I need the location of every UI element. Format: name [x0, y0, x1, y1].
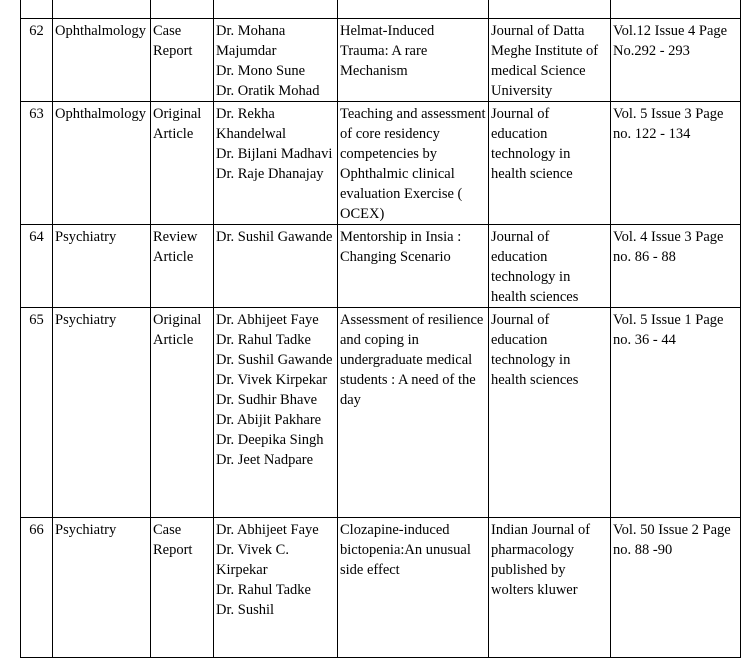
article-title-cell: Clozapine-induced bictopenia:An unusual side effect — [338, 518, 489, 658]
article-title-cell: Teaching and assessment of core residency competencies by Ophthalmic clinical evaluation Exercise ( OCEX) — [338, 102, 489, 225]
serial-number-cell: 65 — [21, 308, 53, 518]
serial-number-cell: 66 — [21, 518, 53, 658]
author-name: Dr. Sushil Gawande — [216, 229, 333, 245]
department-cell: Psychiatry — [53, 518, 151, 658]
journal-cell: Journal of Datta Meghe Institute of medical Science University — [489, 19, 611, 102]
author-name: Dr. Rahul Tadke — [216, 582, 311, 598]
serial-number-cell — [21, 0, 53, 19]
authors-cell — [214, 102, 338, 225]
department-cell: Psychiatry — [53, 225, 151, 308]
table-row — [21, 102, 741, 225]
publications-table — [20, 0, 741, 658]
table-row — [21, 308, 741, 518]
table-row — [21, 0, 741, 19]
authors-cell — [214, 225, 338, 308]
author-name: Dr. Oratik Mohad — [216, 83, 320, 99]
author-name: Dr. Rekha Khandelwal — [216, 106, 287, 142]
journal-cell: Indian Journal of pharmacology published by wolters kluwer — [489, 518, 611, 658]
department-cell — [53, 0, 151, 19]
article-title-cell: Assessment of resilience and coping in undergraduate medical students : A need of the day — [338, 308, 489, 518]
department-cell: Ophthalmology — [53, 19, 151, 102]
author-name: Dr. Sudhir Bhave — [216, 392, 318, 408]
article-type-cell: Case Report — [151, 518, 214, 658]
department-cell: Psychiatry — [53, 308, 151, 518]
authors-cell — [214, 19, 338, 102]
volume-pages-cell: Vol.12 Issue 4 Page No.292 - 293 — [611, 19, 741, 102]
authors-cell — [214, 518, 338, 658]
table-row — [21, 19, 741, 102]
serial-number-cell: 64 — [21, 225, 53, 308]
author-name: Dr. Bijlani Madhavi — [216, 146, 333, 162]
article-type-cell: Original Article — [151, 308, 214, 518]
table-row — [21, 225, 741, 308]
journal-cell: Journal of education technology in health sciences — [489, 308, 611, 518]
journal-cell: Journal of education technology in health sciences — [489, 225, 611, 308]
serial-number-cell: 63 — [21, 102, 53, 225]
author-name: Dr. Sushil Gawande — [216, 352, 333, 368]
author-name: Dr. Raje Dhanajay — [216, 166, 324, 182]
volume-pages-cell: Vol. 50 Issue 2 Page no. 88 -90 — [611, 518, 741, 658]
volume-pages-cell: Vol. 5 Issue 1 Page no. 36 - 44 — [611, 308, 741, 518]
volume-pages-cell: Vol. 5 Issue 3 Page no. 122 - 134 — [611, 102, 741, 225]
article-type-cell — [151, 0, 214, 19]
department-cell: Ophthalmology — [53, 102, 151, 225]
author-name: Dr. Sushil — [216, 602, 275, 618]
author-name: Dr. Vivek C. Kirpekar — [216, 542, 289, 578]
table-row — [21, 518, 741, 658]
article-title-cell — [338, 0, 489, 19]
article-title-cell: Helmat-Induced Trauma: A rare Mechanism — [338, 19, 489, 102]
volume-pages-cell — [611, 0, 741, 19]
table-body — [21, 0, 741, 658]
author-name: Dr. Mono Sune — [216, 63, 306, 79]
author-name: Dr. Abhijeet Faye — [216, 312, 319, 328]
article-type-cell: Review Article — [151, 225, 214, 308]
author-name: Dr. Mohana Majumdar — [216, 23, 286, 59]
article-type-cell: Original Article — [151, 102, 214, 225]
author-name: Dr. Deepika Singh — [216, 432, 324, 448]
author-name: Dr. Abhijeet Faye — [216, 522, 319, 538]
volume-pages-cell: Vol. 4 Issue 3 Page no. 86 - 88 — [611, 225, 741, 308]
serial-number-cell: 62 — [21, 19, 53, 102]
article-title-cell: Mentorship in Insia : Changing Scenario — [338, 225, 489, 308]
author-name: Dr. Abijit Pakhare — [216, 412, 322, 428]
journal-cell — [489, 0, 611, 19]
author-name: Dr. Rahul Tadke — [216, 332, 311, 348]
author-name: Dr. Jeet Nadpare — [216, 452, 314, 468]
authors-cell — [214, 0, 338, 19]
author-name: Dr. Vivek Kirpekar — [216, 372, 328, 388]
article-type-cell: Case Report — [151, 19, 214, 102]
journal-cell: Journal of education technology in health science — [489, 102, 611, 225]
authors-cell — [214, 308, 338, 518]
